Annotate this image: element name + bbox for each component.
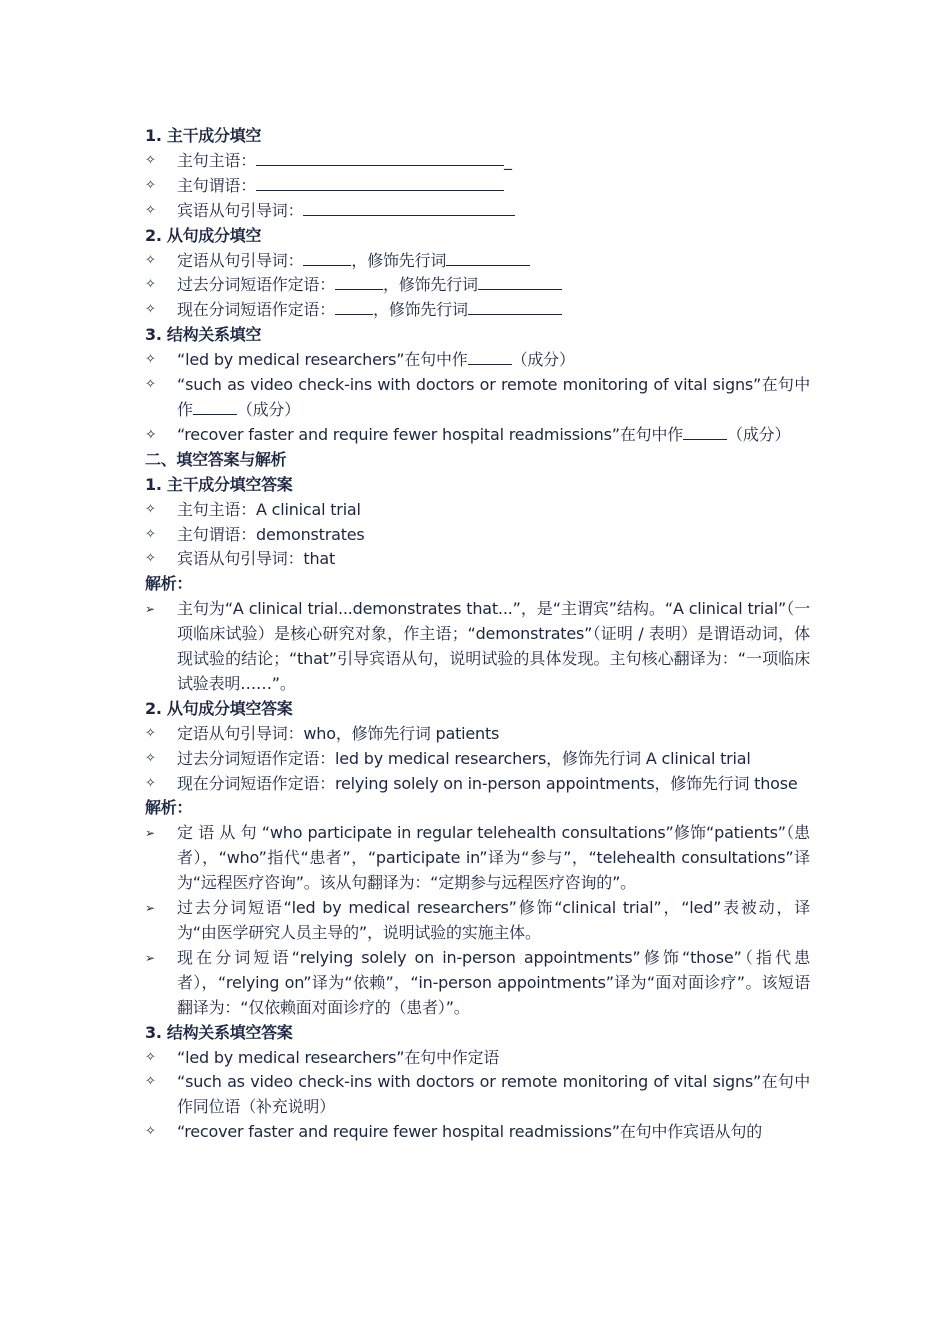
diamond-bullet-icon: ✧ <box>145 202 156 218</box>
fill-blank[interactable] <box>256 151 294 166</box>
list-item <box>145 747 810 772</box>
analysis-text: 过去分词短语“led by medical researchers”修饰“clinical trial”，“led”表被动，译为“由医学研究人员主导的”，说明试验的实施主体。 <box>177 898 810 942</box>
list-item <box>145 423 810 448</box>
answer-text: 宾语从句引导词：that <box>177 549 336 569</box>
item-label: 定语从句引导词： <box>177 250 304 270</box>
list-item <box>145 1070 810 1120</box>
answer-text: 主句谓语：demonstrates <box>177 524 365 544</box>
diamond-bullet-icon: ✧ <box>145 302 156 318</box>
answer-text: “led by medical researchers”在句中作定语 <box>177 1047 500 1067</box>
item-mid: ，修饰先行词 <box>383 275 478 295</box>
fill-blank[interactable] <box>468 350 512 365</box>
item-text: “recover faster and require fewer hospital readmissions”在句中作 <box>177 424 684 444</box>
fill-blank[interactable] <box>300 176 504 191</box>
list-item <box>145 373 810 423</box>
analysis-text: 主句为“A clinical trial...demonstrates that...”，是“主谓宾”结构。“A clinical trial”（一项临床试验）是核心研究对象，作主语；“demonstrates”（证明 / 表明）是谓语动词，体现试验的结论；“that”引导宾语从句，说明试验的具体发现。主句核心翻译为：“一项临床试验表明……”。 <box>177 599 810 693</box>
list-item <box>145 273 810 298</box>
diamond-bullet-icon: ✧ <box>145 252 156 268</box>
diamond-bullet-icon: ✧ <box>145 1124 156 1140</box>
arrow-bullet-icon: ➢ <box>145 826 155 841</box>
analysis-label: 解析： <box>145 574 193 594</box>
diamond-bullet-icon: ✧ <box>145 725 156 741</box>
list-item <box>145 722 810 747</box>
heading-clause-fill: 2. 从句成分填空 <box>145 225 262 245</box>
diamond-bullet-icon: ✧ <box>145 775 156 791</box>
analysis-item <box>145 597 810 697</box>
heading-structure-answers: 3. 结构关系填空答案 <box>145 1022 293 1042</box>
fill-blank[interactable] <box>478 275 562 290</box>
heading-main-fill: 1. 主干成分填空 <box>145 126 262 145</box>
analysis-item <box>145 821 810 896</box>
answer-text: “recover faster and require fewer hospital readmissions”在句中作宾语从句的 <box>177 1122 763 1142</box>
fill-blank[interactable] <box>446 251 530 266</box>
diamond-bullet-icon: ✧ <box>145 277 156 293</box>
arrow-bullet-icon: ➢ <box>145 602 155 617</box>
section-title-answers: 二、填空答案与解析 <box>145 449 287 469</box>
list-item <box>145 498 810 523</box>
item-suffix: （成分） <box>236 399 301 419</box>
item-label: 宾语从句引导词： <box>177 200 304 220</box>
heading-structure-fill: 3. 结构关系填空 <box>145 325 262 345</box>
list-item <box>145 523 810 548</box>
diamond-bullet-icon: ✧ <box>145 1049 156 1065</box>
list-item <box>145 772 810 797</box>
answer-text: 主句主语：A clinical trial <box>177 499 361 519</box>
list-item <box>145 174 810 199</box>
list-item <box>145 249 810 274</box>
list-item <box>145 199 810 224</box>
list-item <box>145 1046 810 1071</box>
fill-blank[interactable] <box>193 400 237 415</box>
item-suffix: （成分） <box>727 424 791 444</box>
diamond-bullet-icon: ✧ <box>145 750 156 766</box>
analysis-item <box>145 896 810 946</box>
arrow-bullet-icon: ➢ <box>145 901 155 916</box>
diamond-bullet-icon: ✧ <box>145 177 156 193</box>
heading-clause-answers: 2. 从句成分填空答案 <box>145 698 293 718</box>
analysis-text: 定 语 从 句 “who participate in regular telehealth consultations”修饰“patients”（患者），“who”指代“患者”，“participate in”译为“参与”，“telehealth consultations”译为“远程医疗咨询”。该从句翻译为：“定期参与远程医疗咨询的”。 <box>177 823 810 893</box>
answer-text: 现在分词短语作定语：relying solely on in-person appointments，修饰先行词 those <box>177 773 798 793</box>
arrow-bullet-icon: ➢ <box>145 950 155 965</box>
diamond-bullet-icon: ✧ <box>145 526 156 542</box>
diamond-bullet-icon: ✧ <box>145 501 156 517</box>
item-suffix: （成分） <box>511 350 575 370</box>
diamond-bullet-bold-icon: ✧ <box>145 426 157 443</box>
diamond-bullet-icon: ✧ <box>145 352 156 368</box>
item-label: 主句谓语： <box>177 175 257 195</box>
heading-main-answers: 1. 主干成分填空答案 <box>145 474 293 494</box>
item-mid: ，修饰先行词 <box>351 250 447 270</box>
analysis-item <box>145 946 810 1021</box>
item-text: “such as video check-ins with doctors or remote monitoring of vital signs”在句中作 <box>177 375 810 419</box>
item-label: 现在分词短语作定语： <box>177 300 336 320</box>
item-label: 主句主语： <box>177 150 257 170</box>
item-text: “led by medical researchers”在句中作 <box>177 350 468 370</box>
fill-blank[interactable] <box>335 300 373 315</box>
answer-text: 过去分词短语作定语：led by medical researchers，修饰先行词 A clinical trial <box>177 748 751 768</box>
list-item <box>145 348 810 373</box>
fill-blank[interactable] <box>468 300 562 315</box>
list-item <box>145 298 810 323</box>
item-mid: ，修饰先行词 <box>373 300 468 320</box>
list-item <box>145 149 810 174</box>
fill-blank[interactable] <box>683 425 727 440</box>
answer-text: “such as video check-ins with doctors or remote monitoring of vital signs”在句中作同位语（补充说明） <box>177 1072 810 1117</box>
diamond-bullet-icon: ✧ <box>145 152 156 168</box>
answer-text: 定语从句引导词：who，修饰先行词 patients <box>177 723 500 743</box>
trail-underscore: _ <box>504 150 512 170</box>
fill-blank[interactable] <box>256 176 300 191</box>
diamond-bullet-icon: ✧ <box>145 1074 156 1090</box>
fill-blank[interactable] <box>303 201 347 216</box>
fill-blank[interactable] <box>347 201 515 216</box>
fill-blank[interactable] <box>294 151 504 166</box>
diamond-bullet-icon: ✧ <box>145 551 156 567</box>
fill-blank[interactable] <box>303 251 351 266</box>
document-page <box>145 124 810 1145</box>
fill-blank[interactable] <box>335 275 383 290</box>
analysis-label: 解析： <box>145 798 193 818</box>
item-label: 过去分词短语作定语： <box>177 275 336 295</box>
diamond-bullet-icon: ✧ <box>145 377 156 393</box>
list-item <box>145 1120 810 1145</box>
analysis-text: 现在分词短语“relying solely on in-person appointments”修饰“those”（指代患者），“relying on”译为“依赖”，“in-person appointments”译为“面对面诊疗”。该短语翻译为：“仅依赖面对面诊疗的（患者）”。 <box>177 947 810 1017</box>
list-item <box>145 547 810 572</box>
